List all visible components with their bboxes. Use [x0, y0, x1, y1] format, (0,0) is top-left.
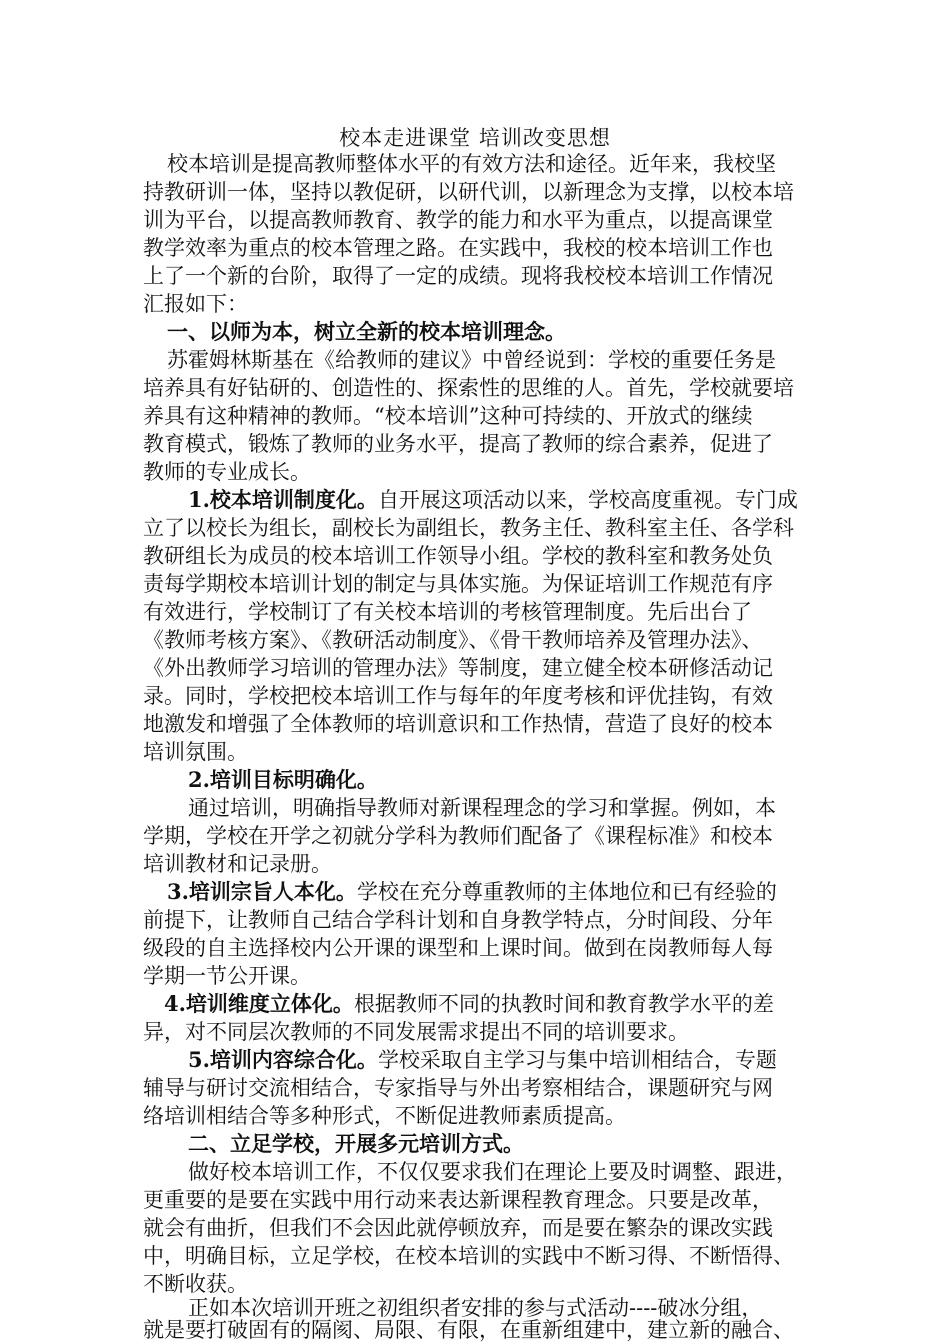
paragraph-line: [164, 990, 774, 1018]
line-text: 级段的自主选择校内公开课的课型和上课时间。做到在岗教师每人每: [143, 936, 773, 960]
item-heading: 1.校本培训制度化。: [188, 487, 378, 512]
line-text: 苏霍姆林斯基在《给教师的建议》中曾经说到：学校的重要任务是: [167, 348, 776, 372]
line-text: 不断收获。: [143, 1272, 248, 1296]
paragraph-line: [143, 654, 773, 682]
paragraph-line: [143, 822, 773, 850]
line-text: 养具有这种精神的教师。“校本培训”这种可持续的、开放式的继续: [143, 404, 753, 428]
line-text: 教学效率为重点的校本管理之路。在实践中，我校的校本培训工作也: [143, 236, 773, 260]
paragraph-line: [143, 1102, 626, 1130]
paragraph-line: [143, 290, 248, 318]
line-text: 教研组长为成员的校本培训工作领导小组。学校的教科室和教务处负: [143, 544, 773, 568]
paragraph-line: [143, 1074, 773, 1102]
line-text: 学校采取自主学习与集中培训相结合，专题: [377, 1048, 777, 1072]
paragraph-line: [143, 962, 311, 990]
paragraph-line: [143, 458, 311, 486]
paragraph-line: [143, 514, 794, 542]
heading-text: 二、立足学校，开展多元培训方式。: [188, 1131, 524, 1156]
section-heading: [167, 318, 566, 346]
line-text: 根据教师不同的执教时间和教育教学水平的差: [353, 992, 774, 1016]
line-text: 汇报如下：: [143, 292, 248, 316]
paragraph-line: [188, 794, 776, 822]
paragraph-line: [143, 598, 752, 626]
paragraph-line: [143, 374, 794, 402]
item-heading: 2.培训目标明确化。: [188, 767, 378, 792]
line-text: 教育模式，锻炼了教师的业务水平，提高了教师的综合素养，促进了: [143, 432, 773, 456]
line-text: 做好校本培训工作，不仅仅要求我们在理论上要及时调整、跟进，: [188, 1160, 797, 1184]
line-text: 教师的专业成长。: [143, 460, 311, 484]
paragraph-line: [143, 710, 773, 738]
item-heading-line: [188, 766, 378, 794]
item-heading: 5.培训内容综合化。: [188, 1047, 378, 1072]
paragraph-line: [143, 1186, 773, 1214]
paragraph-line: [143, 850, 332, 878]
line-text: 更重要的是要在实践中用行动来表达新课程教育理念。只要是改革，: [143, 1188, 773, 1212]
line-text: 学期，学校在开学之初就分学科为教师们配备了《课程标准》和校本: [143, 824, 773, 848]
paragraph-line: [188, 486, 798, 514]
paragraph-line: [143, 542, 773, 570]
line-text: 《教师考核方案》、《教研活动制度》、《骨干教师培养及管理办法》、: [143, 628, 763, 652]
line-text: 就是要打破固有的隔阂、局限、有限，在重新组建中，建立新的融合、: [143, 1318, 794, 1342]
paragraph-line: [143, 178, 794, 206]
paragraph-line: [167, 878, 777, 906]
paragraph-line: [143, 402, 752, 430]
line-text: 络培训相结合等多种形式，不断促进教师素质提高。: [143, 1104, 626, 1128]
line-text: 辅导与研讨交流相结合，专家指导与外出考察相结合，课题研究与网: [143, 1076, 773, 1100]
line-text: 异，对不同层次教师的不同发展需求提出不同的培训要求。: [143, 1020, 689, 1044]
line-text: 立了以校长为组长，副校长为副组长，教务主任、教科室主任、各学科: [143, 516, 794, 540]
paragraph-line: [143, 262, 773, 290]
paragraph-line: [143, 906, 773, 934]
line-text: 中，明确目标，立足学校，在校本培训的实践中不断习得、不断悟得、: [143, 1244, 794, 1268]
line-text: 学校在充分尊重教师的主体地位和已有经验的: [356, 880, 777, 904]
paragraph-line: [143, 626, 763, 654]
paragraph-line: [143, 570, 773, 598]
line-text: 《外出教师学习培训的管理办法》等制度，建立健全校本研修活动记: [143, 656, 773, 680]
line-text: 自开展这项活动以来，学校高度重视。专门成: [377, 488, 798, 512]
paragraph-line: [143, 1214, 773, 1242]
line-text: 培养具有好钻研的、创造性的、探索性的思维的人。首先，学校就要培: [143, 376, 794, 400]
line-text: 校本培训是提高教师整体水平的有效方法和途径。近年来，我校坚: [167, 152, 776, 176]
line-text: 持教研训一体，坚持以教促研，以研代训，以新理念为支撑，以校本培: [143, 180, 794, 204]
line-text: 正如本次培训开班之初组织者安排的参与式活动----破冰分组，: [188, 1296, 763, 1320]
item-heading: 3.培训宗旨人本化。: [167, 879, 357, 904]
line-text: 通过培训，明确指导教师对新课程理念的学习和掌握。例如，本: [188, 796, 776, 820]
paragraph-line: [143, 430, 773, 458]
paragraph-line: [167, 346, 776, 374]
paragraph-line: [143, 206, 773, 234]
line-text: 上了一个新的台阶，取得了一定的成绩。现将我校校本培训工作情况: [143, 264, 773, 288]
paragraph-line: [143, 1316, 794, 1344]
paragraph-line: [143, 1242, 794, 1270]
line-text: 就会有曲折，但我们不会因此就停顿放弃，而是要在繁杂的课改实践: [143, 1216, 773, 1240]
line-text: 录。同时，学校把校本培训工作与每年的年度考核和评优挂钩，有效: [143, 684, 773, 708]
paragraph-line: [167, 150, 776, 178]
line-text: 地激发和增强了全体教师的培训意识和工作热情，营造了良好的校本: [143, 712, 773, 736]
line-text: 学期一节公开课。: [143, 964, 311, 988]
heading-text: 一、以师为本，树立全新的校本培训理念。: [167, 319, 566, 344]
section-heading: [188, 1130, 524, 1158]
line-text: 培训教材和记录册。: [143, 852, 332, 876]
line-text: 有效进行，学校制订了有关校本培训的考核管理制度。先后出台了: [143, 600, 752, 624]
paragraph-line: [143, 738, 248, 766]
item-heading: 4.培训维度立体化。: [164, 991, 354, 1016]
line-text: 训为平台，以提高教师教育、教学的能力和水平为重点，以提高课堂: [143, 208, 773, 232]
paragraph-line: [188, 1158, 797, 1186]
paragraph-line: [143, 1018, 689, 1046]
paragraph-line: [188, 1046, 777, 1074]
line-text: 责每学期校本培训计划的制定与具体实施。为保证培训工作规范有序: [143, 572, 773, 596]
paragraph-line: [143, 234, 773, 262]
paragraph-line: [143, 934, 773, 962]
line-text: 培训氛围。: [143, 740, 248, 764]
document-title: 校本走进课堂 培训改变思想: [339, 126, 611, 150]
paragraph-line: [143, 682, 773, 710]
line-text: 前提下，让教师自己结合学科计划和自身教学特点，分时间段、分年: [143, 908, 773, 932]
